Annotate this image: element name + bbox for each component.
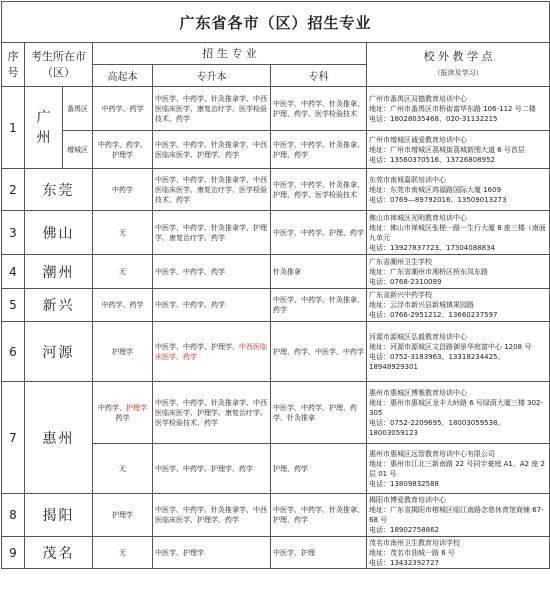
zk-cell: 针灸推拿 [271,255,367,289]
zk-cell: 中医学、中药学、针灸推拿、护理、药学、医学检验技术 [271,169,367,211]
site-address: 地址：佛山市禅城区张槎一路一生行大厦 8 座三楼（南面九单元 [369,223,546,242]
zk-cell: 护理、药学、中医学、中药学 [271,322,367,382]
zsb-text-highlight: 中西医临床医学、药学 [155,342,267,361]
city-name: 河源 [25,322,93,382]
row-number: 8 [2,494,25,537]
site-address: 地址：云浮市新兴县新城镇果园路 [369,301,474,309]
gqb-cell: 无 [93,255,153,289]
zk-cell: 中医学、中药学、针灸推拿、护理、药学、医学检验技术 [271,87,367,131]
gqb-cell [93,382,153,444]
table-row [2,289,550,322]
site-phone: 电话：0752-3183963、13318234425、18948929301 [369,352,505,371]
site-phone: 电话：0752-2209695、18003059538、18003059123 [369,418,505,437]
city-name: 茂名 [25,537,93,569]
site-cell [367,255,550,289]
header-gqb: 高起本 [93,65,153,87]
site-address: 地址：广州市番禺区市桥街富华东路 106-112 号二楼 [369,104,536,113]
site-name: 惠州市惠城区博雅教育培训中心 [369,388,467,397]
header-site-note: （报读及学习） [433,68,483,77]
site-address: 地址：惠州市惠城区龙丰大岭路 6 号绿荫大厦三楼 302-305 [369,398,544,417]
site-address: 地址：广东省揭阳市榕城区临江南路念慈休育馆商铺 67-68 号 [369,506,544,524]
zk-cell: 中医学、中药学、针灸推拿、护理、药学 [271,494,367,537]
enrollment-table [1,1,550,569]
header-seq: 序号 [2,43,25,87]
site-cell [367,211,550,255]
row-number: 1 [2,87,25,169]
zsb-cell: 中医学、中药学、药学 [153,255,271,289]
site-cell [367,289,550,322]
site-name: 惠州市惠城区远智教育培训中心有限公司 [369,449,495,458]
site-cell [367,494,550,537]
gqb-cell: 中药学、药学 [93,87,153,131]
zsb-cell: 中医学、中药学、针灸推拿学、中西医临床医学、康复治疗学、医学检验技术、药学 [153,169,271,211]
zk-cell: 护理、药学 [271,444,367,494]
site-cell [367,444,550,494]
zsb-cell: 中医学、中药学、针灸推拿学、中西医临床医学、护理学、药学 [153,494,271,537]
zsb-cell: 中医学、中药学、针灸推拿学、中西医临床医学、护理学、康复治疗学、医学检验技术、药学 [153,382,271,444]
city-name: 惠州 [25,382,93,494]
site-name: 广州市增城区诚爱教育培训中心 [369,135,467,144]
table-row [2,131,550,169]
site-phone: 电话：0769—89792016、13509013273 [369,195,507,204]
site-phone: 电话：18902758862 [369,526,439,534]
row-number: 9 [2,537,25,569]
header-majors: 招 生 专 业 [93,43,367,65]
table-row [2,494,550,537]
zsb-cell: 中医学、中药学、针灸推拿学、中西医临床医学、护理学、药学 [153,131,271,169]
table-row [2,322,550,382]
zk-cell: 中医学、中药学、针灸推拿、药学 [271,289,367,322]
city-name: 新兴 [25,289,93,322]
zsb-cell: 中医学、护理学 [153,537,271,569]
site-cell [367,382,550,444]
zsb-cell: 中医学、中药学、针灸推拿学、护理学、康复治疗学、药学 [153,211,271,255]
site-phone: 电话：13432392727 [369,558,439,567]
zsb-cell: 中医学、中药学、药学 [153,289,271,322]
row-number: 2 [2,169,25,211]
site-name: 广州市番禺区双德教育培训中心 [369,94,467,103]
gqb-cell: 无 [93,444,153,494]
city-name: 潮州 [25,255,93,289]
city-name: 佛山 [25,211,93,255]
page [0,1,550,590]
row-number: 6 [2,322,25,382]
row-number: 3 [2,211,25,255]
site-address: 地址：广东省潮州市湘桥区桥东凤东路 [369,267,488,276]
zk-cell: 中医学、中药学、护理、药学 [271,211,367,255]
district-name: 番禺区 [63,87,93,131]
site-phone: 电话：13927837723、17304088834 [369,243,495,252]
zsb-cell: 中医学、中药学、针灸推拿学、中西医临床医学、康复治疗学、医学检验技术、药学 [153,87,271,131]
site-name: 佛山市禅城区光明教育培训中心 [369,213,467,222]
header-zsb: 专升本 [153,65,271,87]
site-address: 地址：河源市源城区文昌路御景华庭富中心 1208 号 [369,342,532,351]
page-title: 广东省各市（区）招生专业 [2,2,550,43]
gqb-cell: 中药学、药学、护理学 [93,131,153,169]
row-number: 4 [2,255,25,289]
site-cell [367,322,550,382]
table-row [2,87,550,131]
row-number: 7 [2,382,25,494]
header-city: 考生所在市（区） [25,43,93,87]
city-name [25,87,63,169]
site-phone: 电话：18028035468、020-31132215 [369,114,498,123]
site-cell [367,87,550,131]
site-address: 地址：茂名市油城一路 6 号 [369,548,455,557]
gqb-cell: 中药学 [93,169,153,211]
gqb-text-highlight: 护理学 [126,403,147,412]
city-name: 揭阳 [25,494,93,537]
zsb-text: 中医学、中药学、护理学、 [155,342,239,351]
site-name: 东莞市南城嘉联培训中心 [369,175,446,184]
site-phone: 电话：13560370516、13726808952 [369,155,495,164]
gqb-cell: 护理学 [93,322,153,382]
district-name: 增城区 [63,131,93,169]
site-phone: 电话：0766-2951212、13660237597 [369,311,498,319]
row-number: 5 [2,289,25,322]
gqb-cell: 中药学、药学 [93,289,153,322]
table-row [2,255,550,289]
gqb-text: 药学 [115,413,130,422]
site-name: 广东省潮州卫生学校 [369,257,432,266]
site-name: 揭阳市博爱教育培训中心 [369,496,446,504]
header-site-label: 校 外 教 学 点 [423,49,493,63]
table-row [2,169,550,211]
gqb-text: 中药学、 [98,403,126,412]
site-name: 广东省新兴中药学校 [369,291,432,299]
zk-cell: 中医学、中药学、针灸推拿、护理、药学 [271,131,367,169]
site-cell [367,169,550,211]
site-phone: 电话：0768-2310089 [369,277,442,286]
site-cell [367,131,550,169]
header-zk: 专科 [271,65,367,87]
table-row [2,537,550,569]
zk-cell: 中医学、中药学、护理、药学、针灸推拿 [271,382,367,444]
city-name: 东莞 [25,169,93,211]
zsb-cell [153,322,271,382]
site-phone: 电话：13809832588 [369,479,439,488]
site-address: 地址：惠州市江北三新南路 22 号同宇豪庭 A1、A2 座 2 层 01 号 [369,459,545,478]
table-row [2,382,550,444]
site-name: 茂名市南州卫生教育培训学校 [369,538,460,547]
site-address: 地址：东莞市南城区鸿福路国际大厦 1609 [369,185,502,194]
header-site [367,43,550,87]
gqb-cell: 无 [93,537,153,569]
site-name: 河源市源城区弘毅教育培训中心 [369,332,467,341]
site-cell [367,537,550,569]
table-row [2,211,550,255]
city-name-text: 广州 [36,109,51,146]
gqb-cell: 护理学 [93,494,153,537]
site-address: 地址：广州市增城区荔城街荔城新围大道 6 号首层 [369,145,525,154]
zsb-cell: 中医学、中药学、护理学、药学 [153,444,271,494]
zk-cell: 中医学、护理 [271,537,367,569]
gqb-cell: 无 [93,211,153,255]
